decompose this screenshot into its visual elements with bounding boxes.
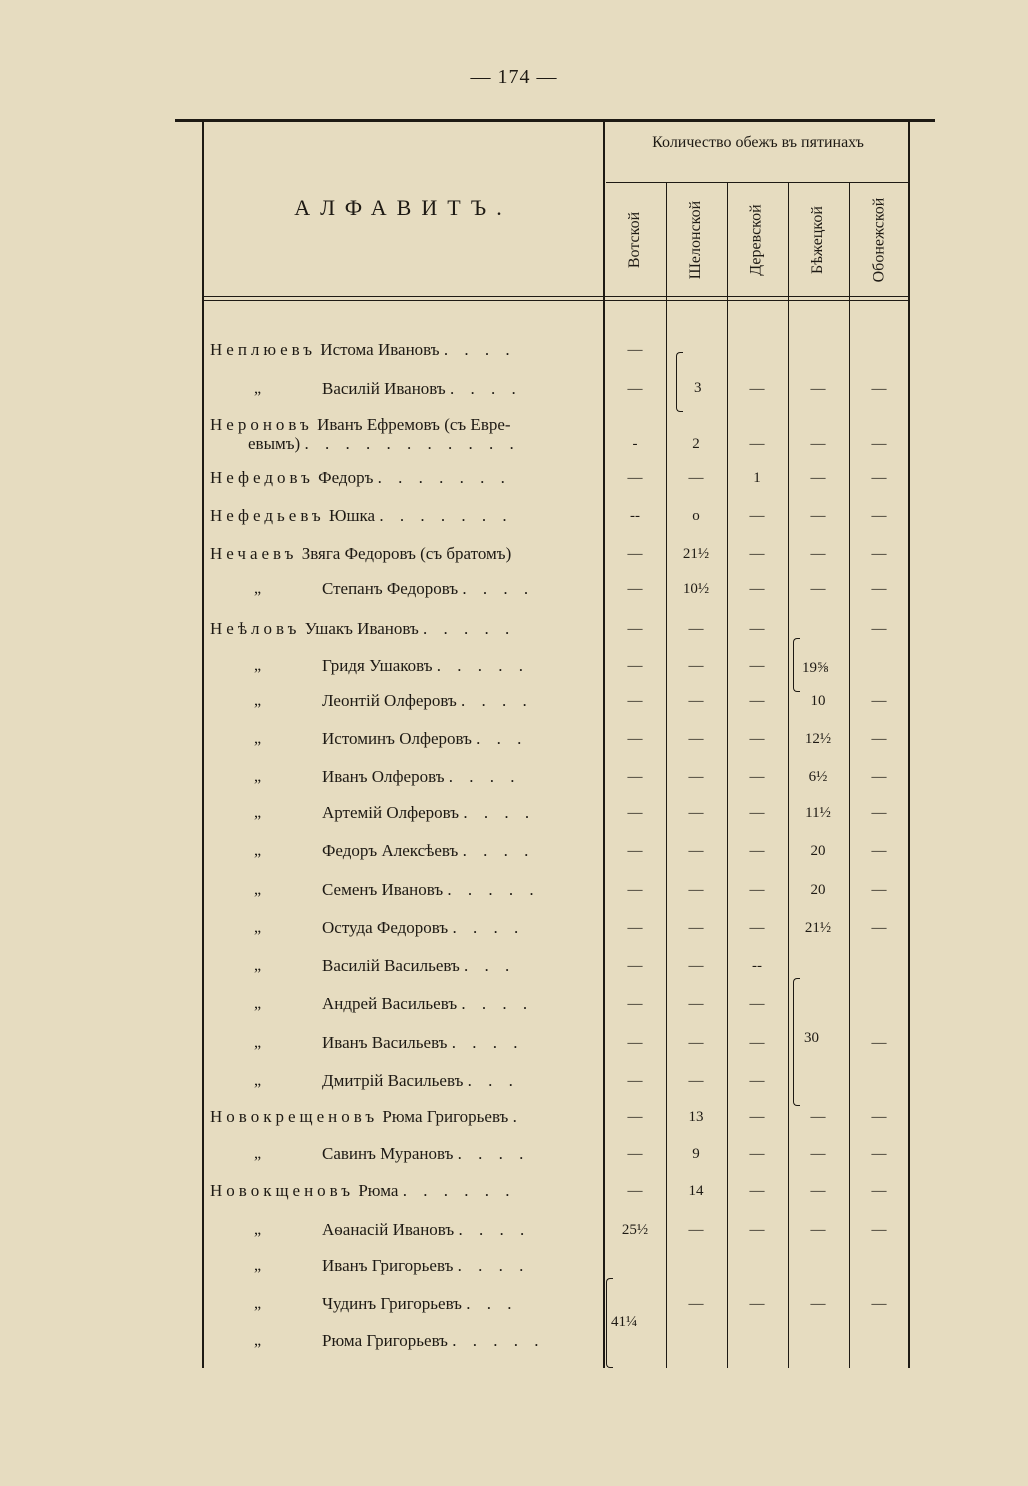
value-cell xyxy=(729,333,785,367)
value-cell: — xyxy=(871,436,887,452)
surname: Нефедьевъ xyxy=(210,506,325,525)
value-cell: — xyxy=(871,1109,887,1125)
column-header: Обонежской xyxy=(870,197,887,283)
table-row xyxy=(0,1064,1028,1098)
given-name: Аѳанасій Ивановъ xyxy=(322,1220,455,1239)
value-cell: 10 xyxy=(810,693,826,709)
group-value: 19⅝ xyxy=(802,660,829,676)
value-cell: — xyxy=(871,1146,887,1162)
given-name: Семенъ Ивановъ xyxy=(322,880,444,899)
value-cell: — xyxy=(627,1183,643,1199)
table-row xyxy=(0,1287,1028,1321)
given-name: Степанъ Федоровъ xyxy=(322,579,459,598)
surname: Нефедовъ xyxy=(210,468,314,487)
value-cell: 25½ xyxy=(621,1222,649,1238)
entry-name xyxy=(248,427,638,461)
table-row xyxy=(0,722,1028,756)
value-cell: 20 xyxy=(810,843,826,859)
leader-dots: . . . . xyxy=(448,767,521,786)
given-name: Иванъ Григорьевъ xyxy=(322,1256,454,1275)
value-cell: — xyxy=(871,508,887,524)
group-value: 30 xyxy=(804,1030,819,1046)
leader-dots: . . . . xyxy=(462,841,535,860)
leader-dots: . . . . xyxy=(449,379,522,398)
leader-dots: . . . . . xyxy=(447,880,540,899)
given-name: Леонтій Олферовъ xyxy=(322,691,457,710)
given-name: Федоръ Алексѣевъ xyxy=(322,841,459,860)
value-cell: -- xyxy=(630,508,640,524)
value-cell: - xyxy=(632,436,638,452)
table-row xyxy=(0,649,1028,683)
value-cell: — xyxy=(627,1109,643,1125)
table-row xyxy=(0,427,1028,461)
alphabet-heading: АЛФАВИТЪ. xyxy=(294,195,512,220)
value-cell: — xyxy=(871,546,887,562)
value-cell: — xyxy=(871,1183,887,1199)
table-row xyxy=(0,1100,1028,1134)
value-cell: — xyxy=(749,882,765,898)
column-header: Бѣжецкой xyxy=(809,206,826,274)
value-cell: 21½ xyxy=(682,546,710,562)
value-cell: — xyxy=(688,996,704,1012)
given-name: Истоминъ Олферовъ xyxy=(322,729,472,748)
entry-name xyxy=(210,333,600,367)
surname: Новокрещеновъ xyxy=(210,1107,379,1126)
ditto-mark: „ xyxy=(254,1145,262,1162)
value-cell: — xyxy=(627,805,643,821)
value-cell xyxy=(851,987,907,1021)
leader-dots: . . . . xyxy=(458,1220,531,1239)
value-cell xyxy=(790,333,846,367)
value-cell: — xyxy=(627,470,643,486)
value-cell: — xyxy=(749,546,765,562)
value-cell: — xyxy=(749,693,765,709)
value-cell: — xyxy=(749,508,765,524)
value-cell: — xyxy=(810,470,826,486)
value-cell: о xyxy=(692,508,700,524)
value-cell: — xyxy=(627,342,643,358)
leader-dots: . . . . . xyxy=(423,619,516,638)
value-cell: — xyxy=(810,546,826,562)
value-cell: — xyxy=(749,436,765,452)
given-name: Рюма Григорьевъ xyxy=(382,1107,509,1126)
value-cell: — xyxy=(627,546,643,562)
value-cell: — xyxy=(871,581,887,597)
value-cell: — xyxy=(749,769,765,785)
value-cell: — xyxy=(871,470,887,486)
table-row xyxy=(0,911,1028,945)
value-cell: 1 xyxy=(753,470,761,486)
surname: Неплюевъ xyxy=(210,340,317,359)
value-cell: 6½ xyxy=(808,769,828,785)
value-cell: — xyxy=(627,882,643,898)
given-name: Остуда Федоровъ xyxy=(322,918,449,937)
value-cell xyxy=(851,333,907,367)
ditto-mark: „ xyxy=(254,804,262,821)
given-name: Чудинъ Григорьевъ xyxy=(322,1294,462,1313)
value-cell xyxy=(668,1249,724,1283)
value-cell: — xyxy=(627,769,643,785)
given-name: Истома Ивановъ xyxy=(320,340,440,359)
value-cell xyxy=(790,1324,846,1358)
leader-dots: . xyxy=(512,1107,523,1126)
value-cell: — xyxy=(810,581,826,597)
value-cell: 2 xyxy=(692,436,700,452)
leader-dots: . . . . . xyxy=(436,656,530,675)
value-cell: — xyxy=(749,1035,765,1051)
value-cell: — xyxy=(627,581,643,597)
column-header: Вотской xyxy=(626,211,643,269)
entry-name xyxy=(210,461,600,495)
header-rule-2 xyxy=(202,300,908,301)
entry-name xyxy=(210,1100,600,1134)
table-row xyxy=(0,612,1028,646)
value-cell: — xyxy=(627,731,643,747)
value-cell xyxy=(790,1249,846,1283)
value-cell: — xyxy=(688,958,704,974)
leader-dots: . . . . . . . . . . . xyxy=(304,434,520,453)
value-cell: 10½ xyxy=(682,581,710,597)
value-cell: — xyxy=(810,436,826,452)
leader-dots: . . . . xyxy=(457,1256,530,1275)
group-brace xyxy=(793,638,800,692)
ditto-mark: „ xyxy=(254,1034,262,1051)
value-cell: — xyxy=(749,1296,765,1312)
value-cell: — xyxy=(871,731,887,747)
leader-dots: . . . xyxy=(464,956,516,975)
leader-dots: . . . xyxy=(467,1071,519,1090)
value-cell: — xyxy=(627,1073,643,1089)
ditto-mark: „ xyxy=(254,842,262,859)
value-cell: — xyxy=(688,805,704,821)
value-cell: — xyxy=(688,769,704,785)
value-cell: — xyxy=(688,843,704,859)
value-cell: — xyxy=(749,996,765,1012)
ditto-mark: „ xyxy=(254,768,262,785)
value-cell: — xyxy=(627,658,643,674)
given-name: Дмитрій Васильевъ xyxy=(322,1071,464,1090)
table-row xyxy=(0,461,1028,495)
value-cell: — xyxy=(688,1073,704,1089)
value-cell: — xyxy=(627,1146,643,1162)
leader-dots: . . . xyxy=(466,1294,518,1313)
leader-dots: . . . xyxy=(476,729,528,748)
surname: Нечаевъ xyxy=(210,544,298,563)
value-cell: 14 xyxy=(688,1183,704,1199)
leader-dots: . . . . xyxy=(457,1144,530,1163)
value-cell: — xyxy=(627,621,643,637)
value-cell: — xyxy=(688,621,704,637)
ditto-mark: „ xyxy=(254,1072,262,1089)
table-row xyxy=(0,987,1028,1021)
ditto-mark: „ xyxy=(254,1332,262,1349)
given-name: Федоръ xyxy=(318,468,374,487)
value-cell: — xyxy=(627,958,643,974)
value-cell: — xyxy=(688,920,704,936)
value-cell: — xyxy=(871,381,887,397)
given-name: Ушакъ Ивановъ xyxy=(304,619,419,638)
surname: Нероновъ xyxy=(210,415,313,434)
value-cell: 9 xyxy=(692,1146,700,1162)
value-cell: — xyxy=(871,805,887,821)
value-cell: — xyxy=(810,1109,826,1125)
value-cell: — xyxy=(810,1296,826,1312)
value-cell: — xyxy=(688,1296,704,1312)
value-cell xyxy=(607,1249,663,1283)
entry-name xyxy=(210,612,600,646)
column-header: Деревской xyxy=(748,204,765,276)
page-number: — 174 — xyxy=(470,66,558,88)
given-name: Юшка xyxy=(328,506,376,525)
value-cell: — xyxy=(871,882,887,898)
table-row xyxy=(0,572,1028,606)
leader-dots: . . . . xyxy=(451,1033,524,1052)
value-cell: — xyxy=(810,1222,826,1238)
group-value: 3 xyxy=(694,380,702,396)
value-cell: — xyxy=(627,693,643,709)
entry-name xyxy=(210,1174,600,1208)
value-cell: — xyxy=(810,1146,826,1162)
table-row xyxy=(0,1026,1028,1060)
value-cell: — xyxy=(810,381,826,397)
group-value: 41¼ xyxy=(611,1314,638,1330)
leader-dots: . . . . xyxy=(461,691,533,710)
ditto-mark: „ xyxy=(254,1257,262,1274)
leader-dots: . . . . . . . xyxy=(379,506,513,525)
given-name: Василій Васильевъ xyxy=(322,956,460,975)
value-cell: — xyxy=(688,1035,704,1051)
value-cell: — xyxy=(749,843,765,859)
value-cell: — xyxy=(749,1183,765,1199)
ditto-mark: „ xyxy=(254,580,262,597)
table-row xyxy=(0,1249,1028,1283)
table-row xyxy=(0,1174,1028,1208)
value-cell: — xyxy=(871,1222,887,1238)
table-row xyxy=(0,333,1028,367)
value-cell: 11½ xyxy=(805,805,831,821)
value-cell: — xyxy=(688,693,704,709)
value-cell: — xyxy=(749,731,765,747)
value-cell: — xyxy=(749,658,765,674)
value-cell: — xyxy=(749,381,765,397)
value-cell: — xyxy=(810,1183,826,1199)
value-cell: — xyxy=(871,920,887,936)
value-cell: — xyxy=(871,621,887,637)
value-cell xyxy=(729,1249,785,1283)
group-brace xyxy=(793,978,800,1106)
ditto-mark: „ xyxy=(254,919,262,936)
table-row xyxy=(0,834,1028,868)
given-name: евымъ) xyxy=(248,434,301,453)
given-name: Андрей Васильевъ xyxy=(322,994,458,1013)
table-row xyxy=(0,796,1028,830)
value-cell: 21½ xyxy=(804,920,832,936)
given-name: Рюма Григорьевъ xyxy=(322,1331,448,1350)
value-cell: — xyxy=(871,843,887,859)
value-cell: — xyxy=(627,996,643,1012)
value-cell: — xyxy=(871,1296,887,1312)
value-cell: — xyxy=(688,658,704,674)
value-cell: — xyxy=(749,920,765,936)
leader-dots: . . . . . . . xyxy=(377,468,511,487)
value-cell: — xyxy=(688,882,704,898)
ditto-mark: „ xyxy=(254,1221,262,1238)
value-cell xyxy=(729,1324,785,1358)
table-row xyxy=(0,372,1028,406)
value-cell: — xyxy=(627,1035,643,1051)
value-cell: — xyxy=(871,693,887,709)
header-rule-1 xyxy=(202,296,908,297)
value-cell: — xyxy=(688,731,704,747)
table-row xyxy=(0,1324,1028,1358)
table-row xyxy=(0,684,1028,718)
table-row xyxy=(0,1213,1028,1247)
value-cell: — xyxy=(627,843,643,859)
given-name: Рюма xyxy=(358,1181,399,1200)
leader-dots: . . . . . . xyxy=(402,1181,516,1200)
table-row xyxy=(0,760,1028,794)
table-row xyxy=(0,873,1028,907)
value-cell: — xyxy=(627,920,643,936)
entry-name xyxy=(210,499,600,533)
value-cell xyxy=(851,1324,907,1358)
value-cell: — xyxy=(810,508,826,524)
ditto-mark: „ xyxy=(254,995,262,1012)
value-cell: — xyxy=(749,1073,765,1089)
value-cell xyxy=(668,1324,724,1358)
group-header-rule xyxy=(606,182,908,183)
leader-dots: . . . . . xyxy=(452,1331,545,1350)
given-name: Иванъ Олферовъ xyxy=(322,767,445,786)
value-cell: — xyxy=(749,621,765,637)
value-cell xyxy=(851,1249,907,1283)
value-cell: 12½ xyxy=(804,731,832,747)
value-cell xyxy=(851,649,907,683)
given-name: Иванъ Ефремовъ (съ Евре- xyxy=(317,415,511,434)
given-name: Гридя Ушаковъ xyxy=(322,656,433,675)
column-header: Шелонской xyxy=(687,200,705,280)
ditto-mark: „ xyxy=(254,730,262,747)
value-cell: — xyxy=(688,1222,704,1238)
ditto-mark: „ xyxy=(254,657,262,674)
value-cell: — xyxy=(749,1109,765,1125)
given-name: Звяга Федоровъ (съ братомъ) xyxy=(301,544,512,563)
ditto-mark: „ xyxy=(254,1295,262,1312)
surname: Новокщеновъ xyxy=(210,1181,355,1200)
value-cell: — xyxy=(749,1146,765,1162)
table-top-rule xyxy=(175,119,935,122)
value-cell: — xyxy=(749,805,765,821)
leader-dots: . . . . xyxy=(452,918,525,937)
group-brace xyxy=(676,352,683,412)
given-name: Савинъ Мурановъ xyxy=(322,1144,454,1163)
ditto-mark: „ xyxy=(254,380,262,397)
value-cell xyxy=(851,1064,907,1098)
given-name: Василій Ивановъ xyxy=(322,379,446,398)
leader-dots: . . . . xyxy=(443,340,516,359)
group-heading: Количество обежъ въ пятинахъ xyxy=(652,134,864,151)
surname: Неѣловъ xyxy=(210,619,301,638)
value-cell: — xyxy=(749,581,765,597)
value-cell: — xyxy=(871,769,887,785)
table-row xyxy=(0,1137,1028,1171)
value-cell: -- xyxy=(752,958,762,974)
table-row xyxy=(0,499,1028,533)
value-cell: — xyxy=(688,470,704,486)
value-cell xyxy=(851,949,907,983)
table-row xyxy=(0,537,1028,571)
value-cell: — xyxy=(871,1035,887,1051)
given-name: Иванъ Васильевъ xyxy=(322,1033,448,1052)
entry-name xyxy=(210,537,600,571)
table-row xyxy=(0,949,1028,983)
value-cell: 13 xyxy=(688,1109,704,1125)
ditto-mark: „ xyxy=(254,881,262,898)
leader-dots: . . . . xyxy=(463,803,536,822)
value-cell: — xyxy=(749,1222,765,1238)
ditto-mark: „ xyxy=(254,692,262,709)
leader-dots: . . . . xyxy=(461,994,534,1013)
leader-dots: . . . . xyxy=(462,579,535,598)
value-cell: — xyxy=(627,381,643,397)
value-cell: 20 xyxy=(810,882,826,898)
given-name: Артемій Олферовъ xyxy=(322,803,460,822)
ditto-mark: „ xyxy=(254,957,262,974)
